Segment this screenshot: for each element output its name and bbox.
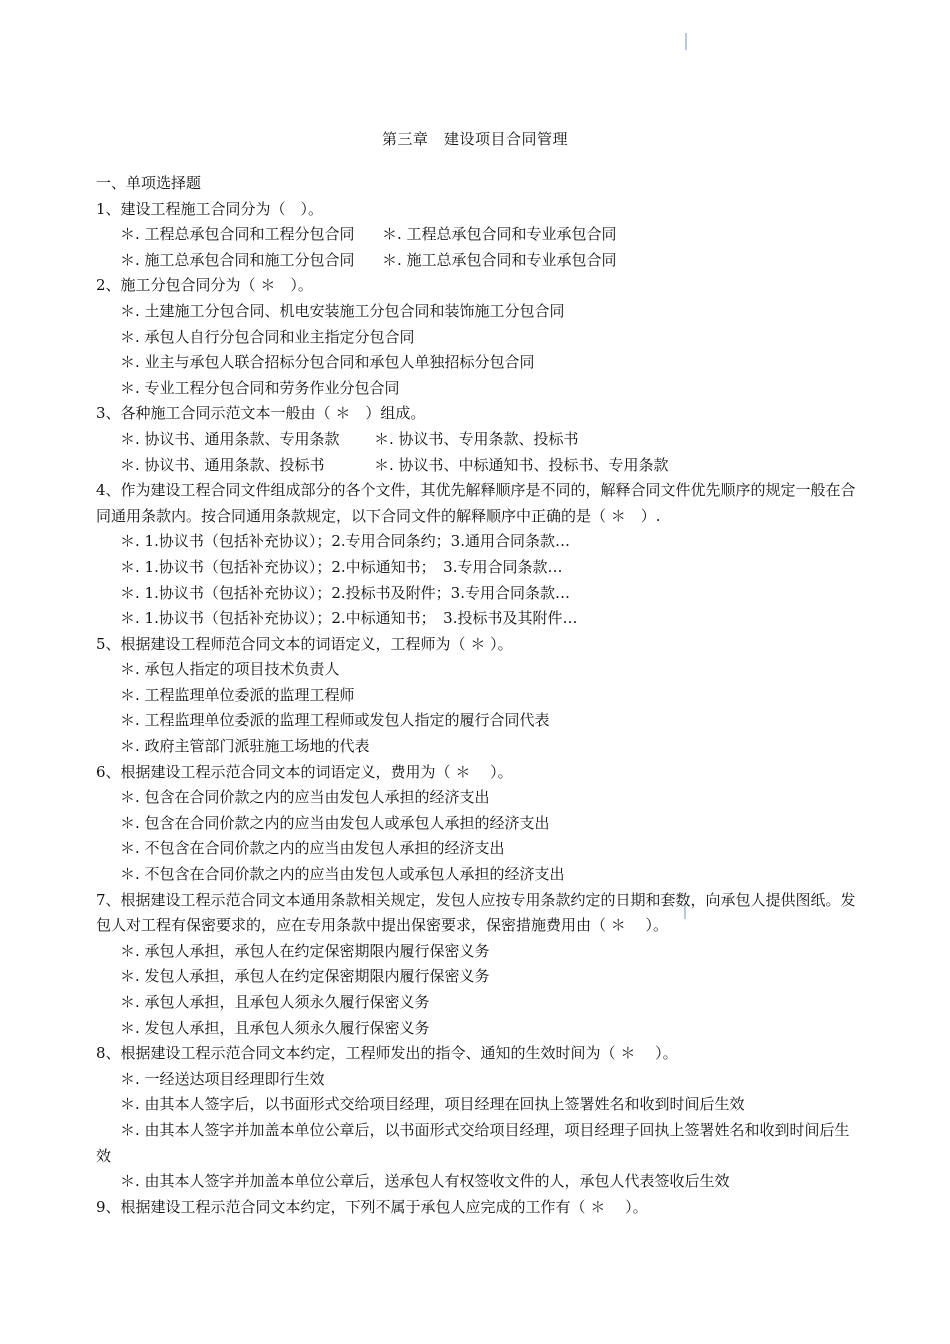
option: ＊. 1.协议书（包括补充协议）；2.中标通知书； 3.专用合同条款…	[120, 557, 563, 576]
option: ＊. 由其本人签字后，以书面形式交给项目经理，项目经理在回执上签署姓名和收到时间后生效	[120, 1095, 745, 1114]
option: ＊. 施工总承包合同和专业承包合同	[382, 250, 617, 269]
option-row	[96, 427, 860, 453]
option: ＊. 由其本人签字并加盖本单位公章后，以书面形式交给项目经理，项目经理子回执上签署姓名和收到时间后生效	[96, 1120, 850, 1165]
option: ＊. 一经送达项目经理即行生效	[120, 1069, 325, 1088]
question-stem: 2、施工分包合同分为（ ＊ ）。	[96, 276, 313, 295]
cursor-mark	[685, 33, 687, 50]
option: ＊. 工程总承包合同和工程分包合同	[120, 225, 355, 244]
option: ＊. 承包人承担，承包人在约定保密期限内履行保密义务	[120, 941, 490, 960]
option-row	[96, 248, 860, 274]
question-stem: 8、根据建设工程示范合同文本约定，工程师发出的指令、通知的生效时间为（ ＊ ）。	[96, 1044, 678, 1063]
question-stem: 3、各种施工合同示范文本一般由（ ＊ ）组成。	[96, 404, 426, 423]
option: ＊. 发包人承担，且承包人须永久履行保密义务	[120, 1018, 430, 1037]
option: ＊. 协议书、中标通知书、投标书、专用条款	[374, 455, 669, 474]
question-stem: 5、根据建设工程师范合同文本的词语定义，工程师为（ ＊ ）。	[96, 634, 513, 653]
option: ＊. 1.协议书（包括补充协议）；2.专用合同条约；3.通用合同条款…	[120, 532, 570, 551]
option-row	[96, 222, 860, 248]
option: ＊. 工程总承包合同和专业承包合同	[382, 225, 617, 244]
section-heading: 一、单项选择题	[96, 174, 202, 192]
question-stem: 1、建设工程施工合同分为（ ）。	[96, 199, 324, 218]
option: ＊. 发包人承担，承包人在约定保密期限内履行保密义务	[120, 967, 490, 986]
question-stem: 9、根据建设工程示范合同文本约定，下列不属于承包人应完成的工作有（ ＊ ）。	[96, 1197, 648, 1216]
option: ＊. 不包含在合同价款之内的应当由发包人承担的经济支出	[120, 839, 505, 858]
question-stem: 6、根据建设工程示范合同文本的词语定义，费用为（ ＊ ）。	[96, 762, 513, 781]
page-title: 第三章 建设项目合同管理	[381, 130, 568, 148]
option: ＊. 业主与承包人联合招标分包合同和承包人单独招标分包合同	[120, 353, 535, 372]
option: ＊. 协议书、专用条款、投标书	[374, 429, 579, 448]
option: ＊. 包含在合同价款之内的应当由发包人承担的经济支出	[120, 788, 490, 807]
option: ＊. 承包人承担，且承包人须永久履行保密义务	[120, 993, 430, 1011]
option: ＊. 土建施工分包合同、机电安装施工分包合同和装饰施工分包合同	[120, 301, 565, 320]
option: ＊. 专业工程分包合同和劳务作业分包合同	[120, 378, 400, 397]
option-row	[96, 453, 860, 479]
document-body	[96, 171, 860, 1220]
option: ＊. 政府主管部门派驻施工场地的代表	[120, 737, 370, 756]
option: ＊. 不包含在合同价款之内的应当由发包人或承包人承担的经济支出	[120, 865, 565, 884]
option: ＊. 工程监理单位委派的监理工程师或发包人指定的履行合同代表	[120, 711, 550, 730]
question-stem: 4、作为建设工程合同文件组成部分的各个文件，其优先解释顺序是不同的，解释合同文件优先顺序的规定一般在合同通用条款内。按合同通用条款规定，以下合同文件的解释顺序中正确的是（ ＊ ）.	[96, 481, 856, 525]
option: ＊. 1.协议书（包括补充协议）；2.投标书及附件；3.专用合同条款…	[120, 583, 570, 602]
option: ＊. 施工总承包合同和施工分包合同	[120, 250, 355, 269]
option: ＊. 协议书、通用条款、投标书	[120, 455, 325, 474]
option: ＊. 协议书、通用条款、专用条款	[120, 429, 340, 448]
option: ＊. 工程监理单位委派的监理工程师	[120, 685, 355, 704]
question-stem: 7、根据建设工程示范合同文本通用条款相关规定，发包人应按专用条款约定的日期和套数，向承包人提供图纸。发包人对工程有保密要求的，应在专用条款中提出保密要求，保密措施费用由（ ＊ ）。	[96, 890, 856, 935]
option: ＊. 包含在合同价款之内的应当由发包人或承包人承担的经济支出	[120, 813, 550, 832]
option: ＊. 1.协议书（包括补充协议）；2.中标通知书； 3.投标书及其附件…	[120, 609, 578, 628]
option: ＊. 承包人自行分包合同和业主指定分包合同	[120, 327, 415, 346]
option: ＊. 承包人指定的项目技术负责人	[120, 660, 340, 679]
option: ＊. 由其本人签字并加盖本单位公章后，送承包人有权签收文件的人，承包人代表签收后生效	[120, 1172, 730, 1191]
